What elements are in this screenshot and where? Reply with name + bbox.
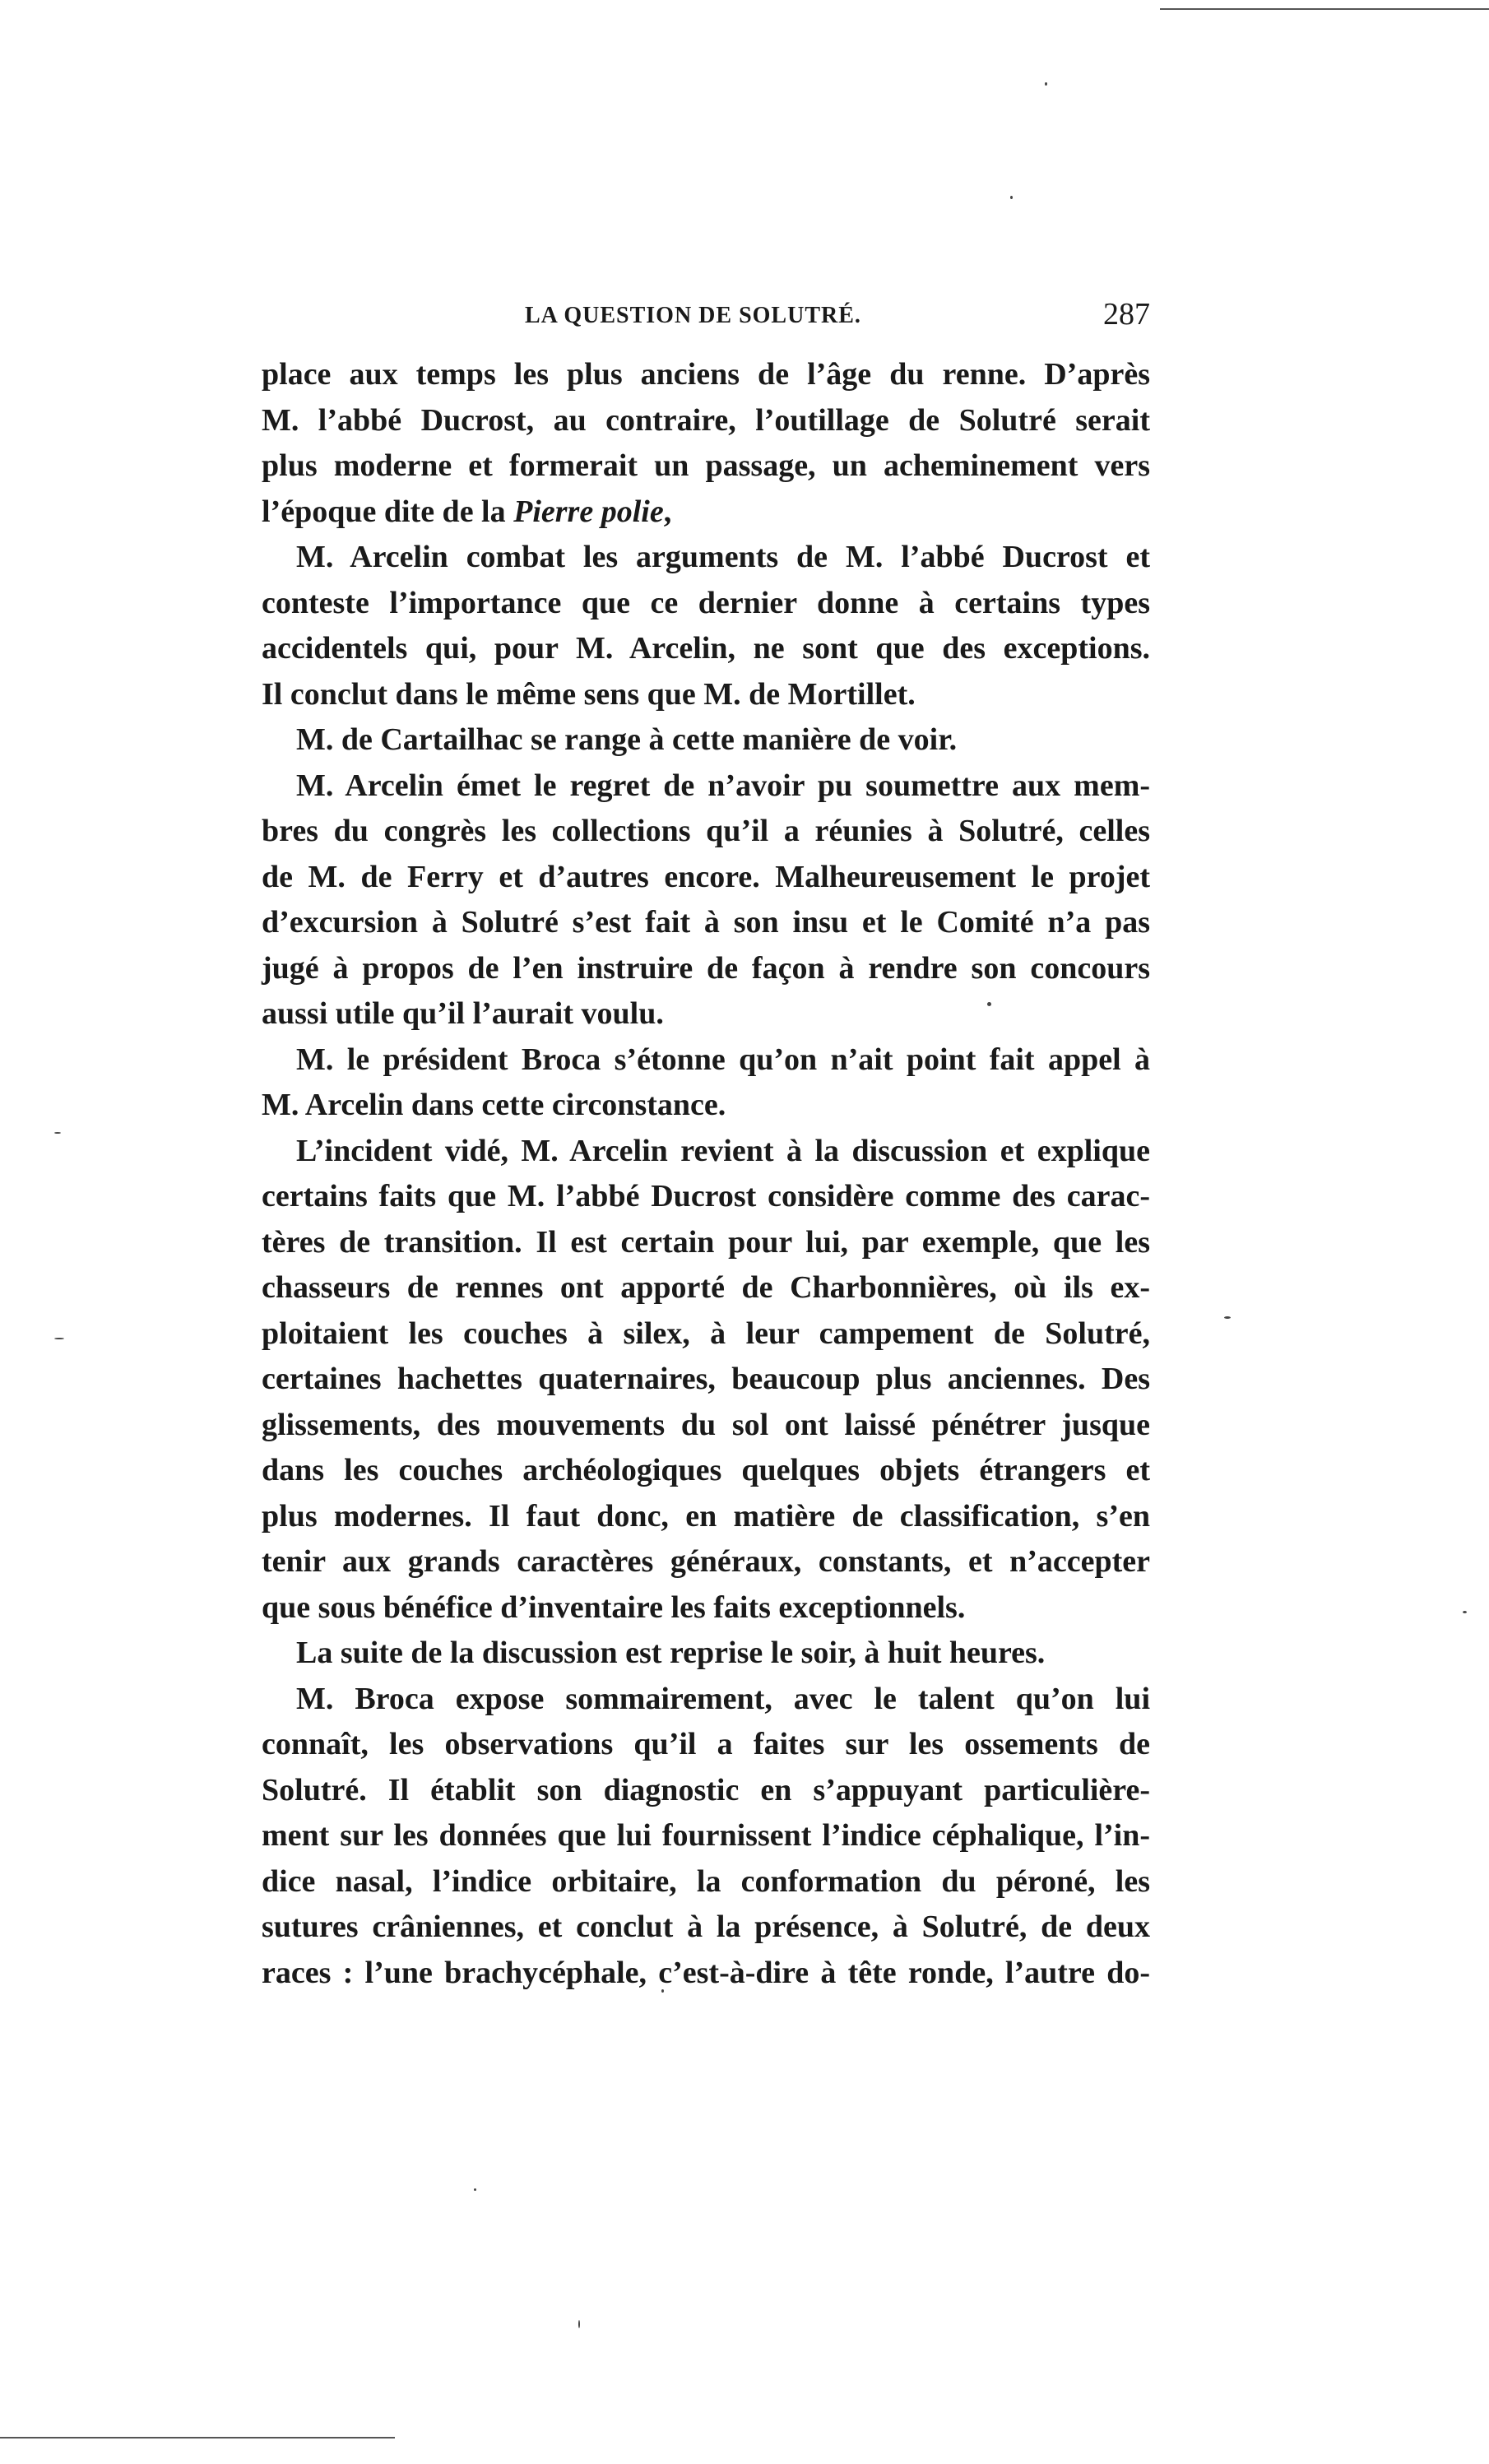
text-line: Solutré. Il établit son diagnostic en s’appuyant particulière- <box>262 1772 1150 1807</box>
text-line: chasseurs de rennes ont apporté de Charbonnières, où ils ex- <box>262 1270 1150 1305</box>
body-text <box>262 352 1150 1996</box>
text-line: ploitaient les couches à silex, à leur campement de Solutré, <box>262 1316 1150 1351</box>
text-line: connaît, les observations qu’il a faites sur les ossements de <box>262 1727 1150 1761</box>
italic-term: Pierre polie <box>513 494 664 529</box>
page-header <box>262 296 1150 346</box>
text-line: aussi utile qu’il l’aurait voulu. <box>262 996 664 1031</box>
text-line: tenir aux grands caractères généraux, constants, et n’accepter <box>262 1544 1150 1579</box>
top-edge-rule <box>1160 8 1489 10</box>
text-line: M. le président Broca s’étonne qu’on n’ait point fait appel à <box>296 1042 1150 1077</box>
text-line: glissements, des mouvements du sol ont laissé pénétrer jusque <box>262 1407 1150 1442</box>
text-line: ment sur les données que lui fournissent l’indice céphalique, l’in- <box>262 1818 1150 1853</box>
text-line-part: l’époque dite de la <box>262 494 514 529</box>
text-line: plus modernes. Il faut donc, en matière de classification, s’en <box>262 1498 1150 1534</box>
text-line: accidentels qui, pour M. Arcelin, ne sont que des exceptions. <box>262 631 1150 666</box>
bottom-edge-rule <box>0 2437 395 2438</box>
text-line: L’incident vidé, M. Arcelin revient à la discussion et explique <box>296 1133 1150 1168</box>
text-line: bres du congrès les collections qu’il a réunies à Solutré, celles <box>262 814 1150 848</box>
text-line: certains faits que M. l’abbé Ducrost considère comme des carac- <box>262 1179 1150 1213</box>
text-line: dice nasal, l’indice orbitaire, la conformation du péroné, les <box>262 1863 1150 1899</box>
text-line: M. l’abbé Ducrost, au contraire, l’outillage de Solutré serait <box>262 402 1150 438</box>
text-line: races : l’une brachycéphale, c’est-à-dire à tête ronde, l’autre do- <box>262 1955 1150 1990</box>
text-line: sutures crâniennes, et conclut à la présence, à Solutré, de deux <box>262 1909 1150 1944</box>
text-line: place aux temps les plus anciens de l’âge du renne. D’après <box>262 357 1150 392</box>
text-line: de M. de Ferry et d’autres encore. Malheureusement le projet <box>262 859 1150 894</box>
running-title: LA QUESTION DE SOLUTRÉ. <box>525 303 861 328</box>
text-line: que sous bénéfice d’inventaire les faits exceptionnels. <box>262 1589 966 1625</box>
text-line: certaines hachettes quaternaires, beaucoup plus anciennes. Des <box>262 1362 1150 1396</box>
text-line: M. Arcelin combat les arguments de M. l’abbé Ducrost et <box>296 540 1150 574</box>
text-line: M. de Cartailhac se range à cette manière de voir. <box>296 722 958 757</box>
text-line-part: , <box>663 494 672 529</box>
text-line: jugé à propos de l’en instruire de façon à rendre son concours <box>262 950 1150 986</box>
text-line: tères de transition. Il est certain pour lui, par exemple, que les <box>262 1224 1150 1260</box>
text-line <box>262 490 1150 536</box>
text-line: M. Arcelin dans cette circonstance. <box>262 1088 726 1122</box>
text-line: d’excursion à Solutré s’est fait à son insu et le Comité n’a pas <box>262 905 1150 940</box>
text-line: conteste l’importance que ce dernier donne à certains types <box>262 585 1150 620</box>
text-line: Il conclut dans le même sens que M. de Mortillet. <box>262 676 916 712</box>
page-number: 287 <box>1103 297 1150 332</box>
text-line: dans les couches archéologiques quelques objets étrangers et <box>262 1453 1150 1487</box>
text-line: plus moderne et formerait un passage, un acheminement vers <box>262 448 1150 483</box>
text-line: M. Broca expose sommairement, avec le talent qu’on lui <box>296 1681 1150 1716</box>
text-line: La suite de la discussion est reprise le soir, à huit heures. <box>296 1636 1046 1670</box>
text-line: M. Arcelin émet le regret de n’avoir pu soumettre aux mem- <box>296 768 1150 803</box>
